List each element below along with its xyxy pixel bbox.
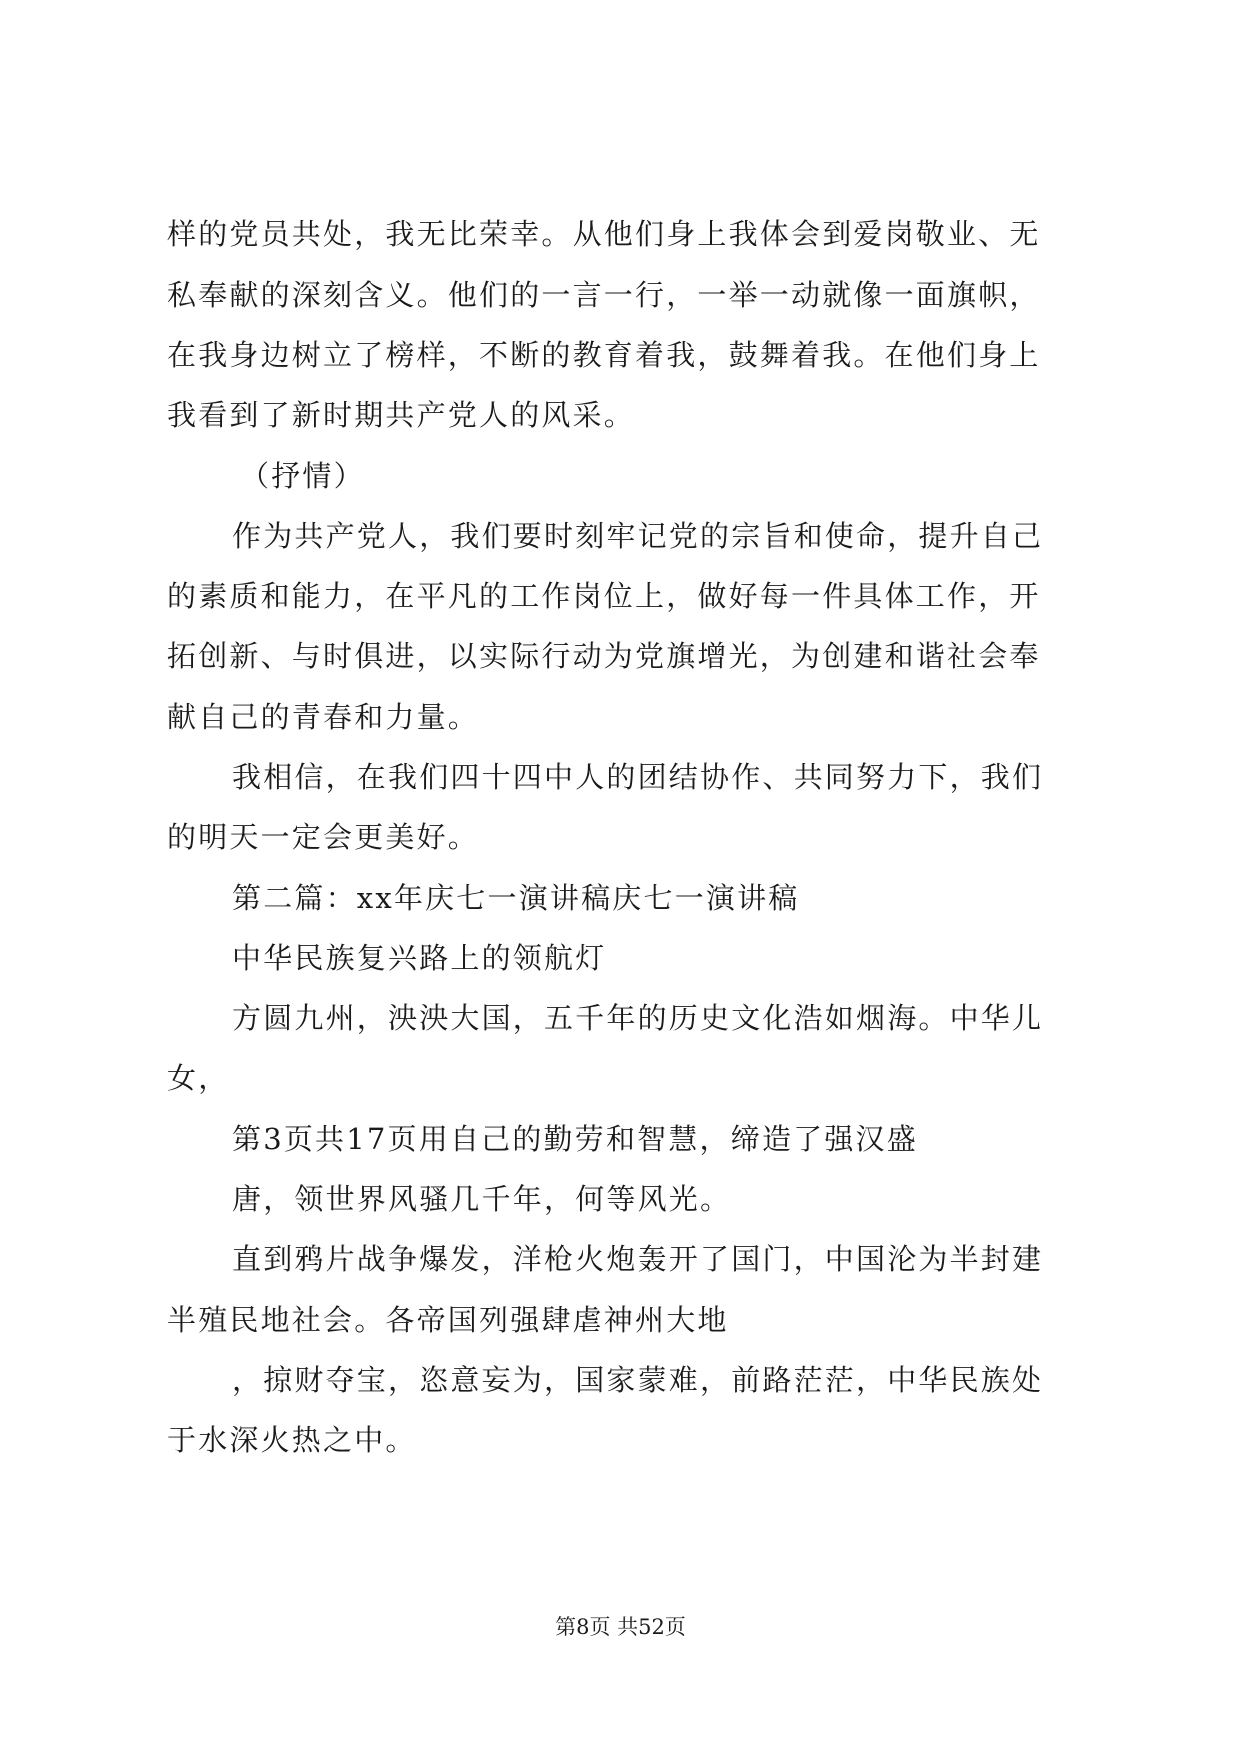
speech-title: 中华民族复兴路上的领航灯 (232, 941, 607, 975)
body-line: 我看到了新时期共产党人的风采。 (167, 398, 636, 432)
paragraph-start: 直到鸦片战争爆发，洋枪火炮轰开了国门，中国沦为半封建 (232, 1242, 1044, 1276)
body-line: 在我身边树立了榜样，不断的教育着我，鼓舞着我。在他们身上 (167, 338, 1041, 372)
paragraph-start: 作为共产党人，我们要时刻牢记党的宗旨和使命，提升自己 (232, 519, 1044, 553)
body-line: 私奉献的深刻含义。他们的一言一行，一举一动就像一面旗帜， (167, 278, 1041, 312)
body-line: 样的党员共处，我无比荣幸。从他们身上我体会到爱岗敬业、无 (167, 217, 1041, 251)
body-line: 的素质和能力，在平凡的工作岗位上，做好每一件具体工作，开 (167, 579, 1041, 613)
page-footer: 第8页 共52页 (555, 1615, 686, 1639)
paragraph-start: ，掠财夺宝，恣意妄为，国家蒙难，前路茫茫，中华民族处 (232, 1363, 1044, 1397)
body-line: 的明天一定会更美好。 (167, 820, 480, 854)
section-heading: 第二篇：xx年庆七一演讲稿庆七一演讲稿 (232, 881, 800, 915)
body-line: 拓创新、与时俱进，以实际行动为党旗增光，为创建和谐社会奉 (167, 639, 1041, 673)
section-note: （抒情） (240, 459, 365, 493)
body-line: 女， (167, 1061, 230, 1095)
paragraph-start: 方圆九州，泱泱大国，五千年的历史文化浩如烟海。中华儿 (232, 1001, 1044, 1035)
body-line: 于水深火热之中。 (167, 1423, 417, 1457)
body-line: 半殖民地社会。各帝国列强肆虐神州大地 (167, 1303, 729, 1337)
paragraph-start: 我相信，在我们四十四中人的团结协作、共同努力下，我们 (232, 760, 1044, 794)
body-line: 献自己的青春和力量。 (167, 700, 480, 734)
paragraph-start: 第3页共17页用自己的勤劳和智慧，缔造了强汉盛 (232, 1122, 918, 1156)
paragraph-start: 唐，领世界风骚几千年，何等风光。 (232, 1182, 732, 1216)
